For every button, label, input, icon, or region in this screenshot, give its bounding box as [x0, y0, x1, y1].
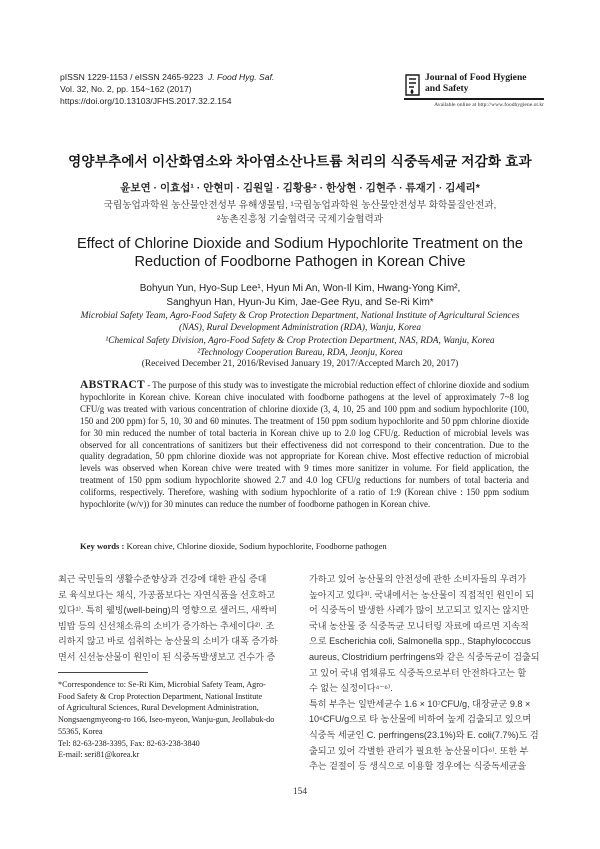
abstract: [80, 380, 529, 511]
correspondence-footnote: *Correspondence to: Se-Ri Kim, Microbial Safety Team, Agro- Food Safety & Crop Protection Department, National Institute of Agricultural Sciences, Rural Development Administration, Nongsaengmyeong-ro 166, Iseo-myeon, Wanju-gun, Jeollabuk-do 55365, Korea Tel: 82-63-238-3395, Fax: 82-63-238-3840 E-mail: seri81@korea.kr: [58, 679, 303, 761]
abstract-label: ABSTRACT: [80, 379, 146, 391]
body-line: 추는 겉절이 등 생식으로 이용할 경우에는 식중독세균을: [309, 761, 527, 772]
body-line: 최근 국민들의 생활수준향상과 건강에 대한 관심 증대: [58, 574, 267, 584]
keywords-label: Key words :: [80, 541, 125, 551]
page-number: 154: [292, 787, 308, 797]
body-line: aureus, Clostridium perfringens와 같은 식중독균이 검출되: [309, 651, 540, 662]
body-left-column: [58, 572, 298, 666]
issn-line: pISSN 1229-1153 / eISSN 2465-9223 J. Food Hyg. Saf.: [60, 72, 275, 82]
english-authors: Bohyun Yun, Hyo-Sup Lee¹, Hyun Mi An, Won-Il Kim, Hwang-Yong Kim², Sanghyun Han, Hyun-Ju Kim, Jae-Gee Ryu, and Se-Ri Kim*: [139, 283, 461, 309]
body-right-column: [309, 572, 549, 775]
body-line: 으로 Escherichia coli, Salmonella spp., Staphylococcus: [309, 636, 531, 647]
logo-divider: [404, 98, 544, 100]
journal-abbrev: J. Food Hyg. Saf.: [207, 72, 275, 82]
body-line: 로 육식보다는 채식, 가공품보다는 자연식품을 선호하고: [58, 589, 276, 600]
body-line: 출되고 있어 각별한 관리가 필요한 농산물이다⁶⁾. 또한 부: [309, 745, 529, 756]
doi-link[interactable]: https://doi.org/10.13103/JFHS.2017.32.2.154: [60, 95, 232, 106]
body-line: 10⁶CFU/g으로 타 농산물에 비하여 높게 검출되고 있으며: [309, 714, 532, 725]
korean-affiliation-2: ²농촌진흥청 기술협력국 국제기술협력과: [216, 214, 384, 225]
keywords: [80, 541, 529, 551]
body-line: 식중독 세균인 C. perfringens(23.1%)와 E. coli(7.7%)도 검: [309, 729, 539, 740]
keywords-text: Korean chive, Chlorine dioxide, Sodium hypochlorite, Foodborne pathogen: [124, 541, 387, 551]
korean-title: 영양부추에서 이산화염소와 차아염소산나트륨 처리의 식중독세균 저감화 효과: [68, 154, 532, 169]
journal-citation-block: [60, 72, 350, 107]
body-line: 수 없는 실정이다⁴⁻⁶⁾.: [309, 683, 393, 694]
body-line: 어 식중독이 발생한 사례가 많이 보고되고 있지는 않지만: [309, 605, 529, 616]
body-line: 고 있어 국내 엽채류도 식중독으로부터 안전하다고는 할: [309, 667, 527, 678]
english-title: Effect of Chlorine Dioxide and Sodium Hypochlorite Treatment on the Reduction of Foodborne Pathogen in Korean Chive: [77, 236, 523, 271]
journal-logo-title: Journal of Food Hygiene and Safety: [425, 72, 527, 95]
body-line: 국내 농산물 중 식중독균 모니터링 자료에 따르면 지속적: [309, 620, 529, 631]
journal-logo-icon: [404, 73, 421, 97]
body-line: 빔밥 등의 신선채소류의 소비가 증가하는 추세이다²⁾. 조: [58, 620, 275, 631]
body-line: 높아지고 있다³⁾. 국내에서는 농산물이 직접적인 원인이 되: [309, 589, 534, 600]
body-line: 면서 신선농산물이 원인이 된 식중독발생보고 건수가 증: [58, 651, 276, 662]
abstract-text: - The purpose of this study was to investigate the microbial reduction effect of chlorine dioxide and sodium hypochlorite in Korean chive. Korean chive inoculated with foodborne pathogens at the level of approximately 7~8 log CFU/g was treated with various concentration of chlorine dioxide (3, 4, 10, 25 and 100 ppm and sodium hypochlorite (100, 150 and 200 ppm) for 5, 10, 30 and 60 minutes. The treatment of 150 ppm sodium hypochlorite and 50 ppm chlorine dioxide for 30 min reduced the number of total bacteria in Korean chive up to 2.0 log CFU/g. Reduction of microbial levels was observed for all concentrations of sanitizers but their effectiveness did not correspond to their concentration. Due to the quality degradation, 50 ppm chlorine dioxide was not appropriate for Korean chive. Most effective reduction of microbial levels was observed when Korean chive were treated with 9 times more sanitizer in volume. For field application, the treatment of 150 ppm sodium hypochlorite showed 2.7 and 4.0 log CFU/g reductions for numbers of total bacteria and coliforms, respectively. Therefore, washing with sodium hypochlorite of a ratio of 1:9 (Korean chive : 150 ppm sodium hypochlorite (w/v)) for 30 minutes can reduce the number of foodborne pathogen in Korean chive.: [80, 380, 529, 510]
email-link[interactable]: E-mail: seri81@korea.kr: [58, 750, 140, 760]
received-dates: (Received December 21, 2016/Revised January 19, 2017/Accepted March 20, 2017): [141, 359, 459, 369]
english-affiliations: Microbial Safety Team, Agro-Food Safety & Crop Protection Department, National Institute of Agricultural Sciences (NAS), Rural Development Administration (RDA), Wanju, Korea ¹Chemical Safety Division, Agro-Food Safety & Crop Protection Department, NAS, RDA, Wanju, Korea ²Technology Cooperation Bureau, RDA, Jeonju, Korea: [80, 311, 520, 359]
body-line: 가하고 있어 농산물의 안전성에 관한 소비자들의 우려가: [309, 574, 527, 584]
volume-line: Vol. 32, No. 2, pp. 154~162 (2017): [60, 83, 192, 94]
journal-url[interactable]: Available online at http://www.foodhygiene.or.kr: [434, 102, 544, 108]
korean-authors: 윤보연 · 이효섭¹ · 안현미 · 김원일 · 김황용² · 한상현 · 김현주 · 류재기 · 김세리*: [120, 182, 480, 194]
body-line: 있다¹⁾. 특히 웰빙(well-being)의 영향으로 샐러드, 새싹비: [58, 605, 278, 616]
body-line: 특히 부추는 일반세균수 1.6 × 10⁷CFU/g, 대장균군 9.8 ×: [309, 698, 531, 709]
footnote-divider: [58, 672, 148, 673]
body-line: 리하지 않고 바로 섭취하는 농산물의 소비가 대폭 증가하: [58, 636, 278, 647]
korean-affiliation-1: 국립농업과학원 농산물안전성부 유해생물팀, ¹국립농업과학원 농산물안전성부 화학물질안전과,: [103, 200, 497, 211]
